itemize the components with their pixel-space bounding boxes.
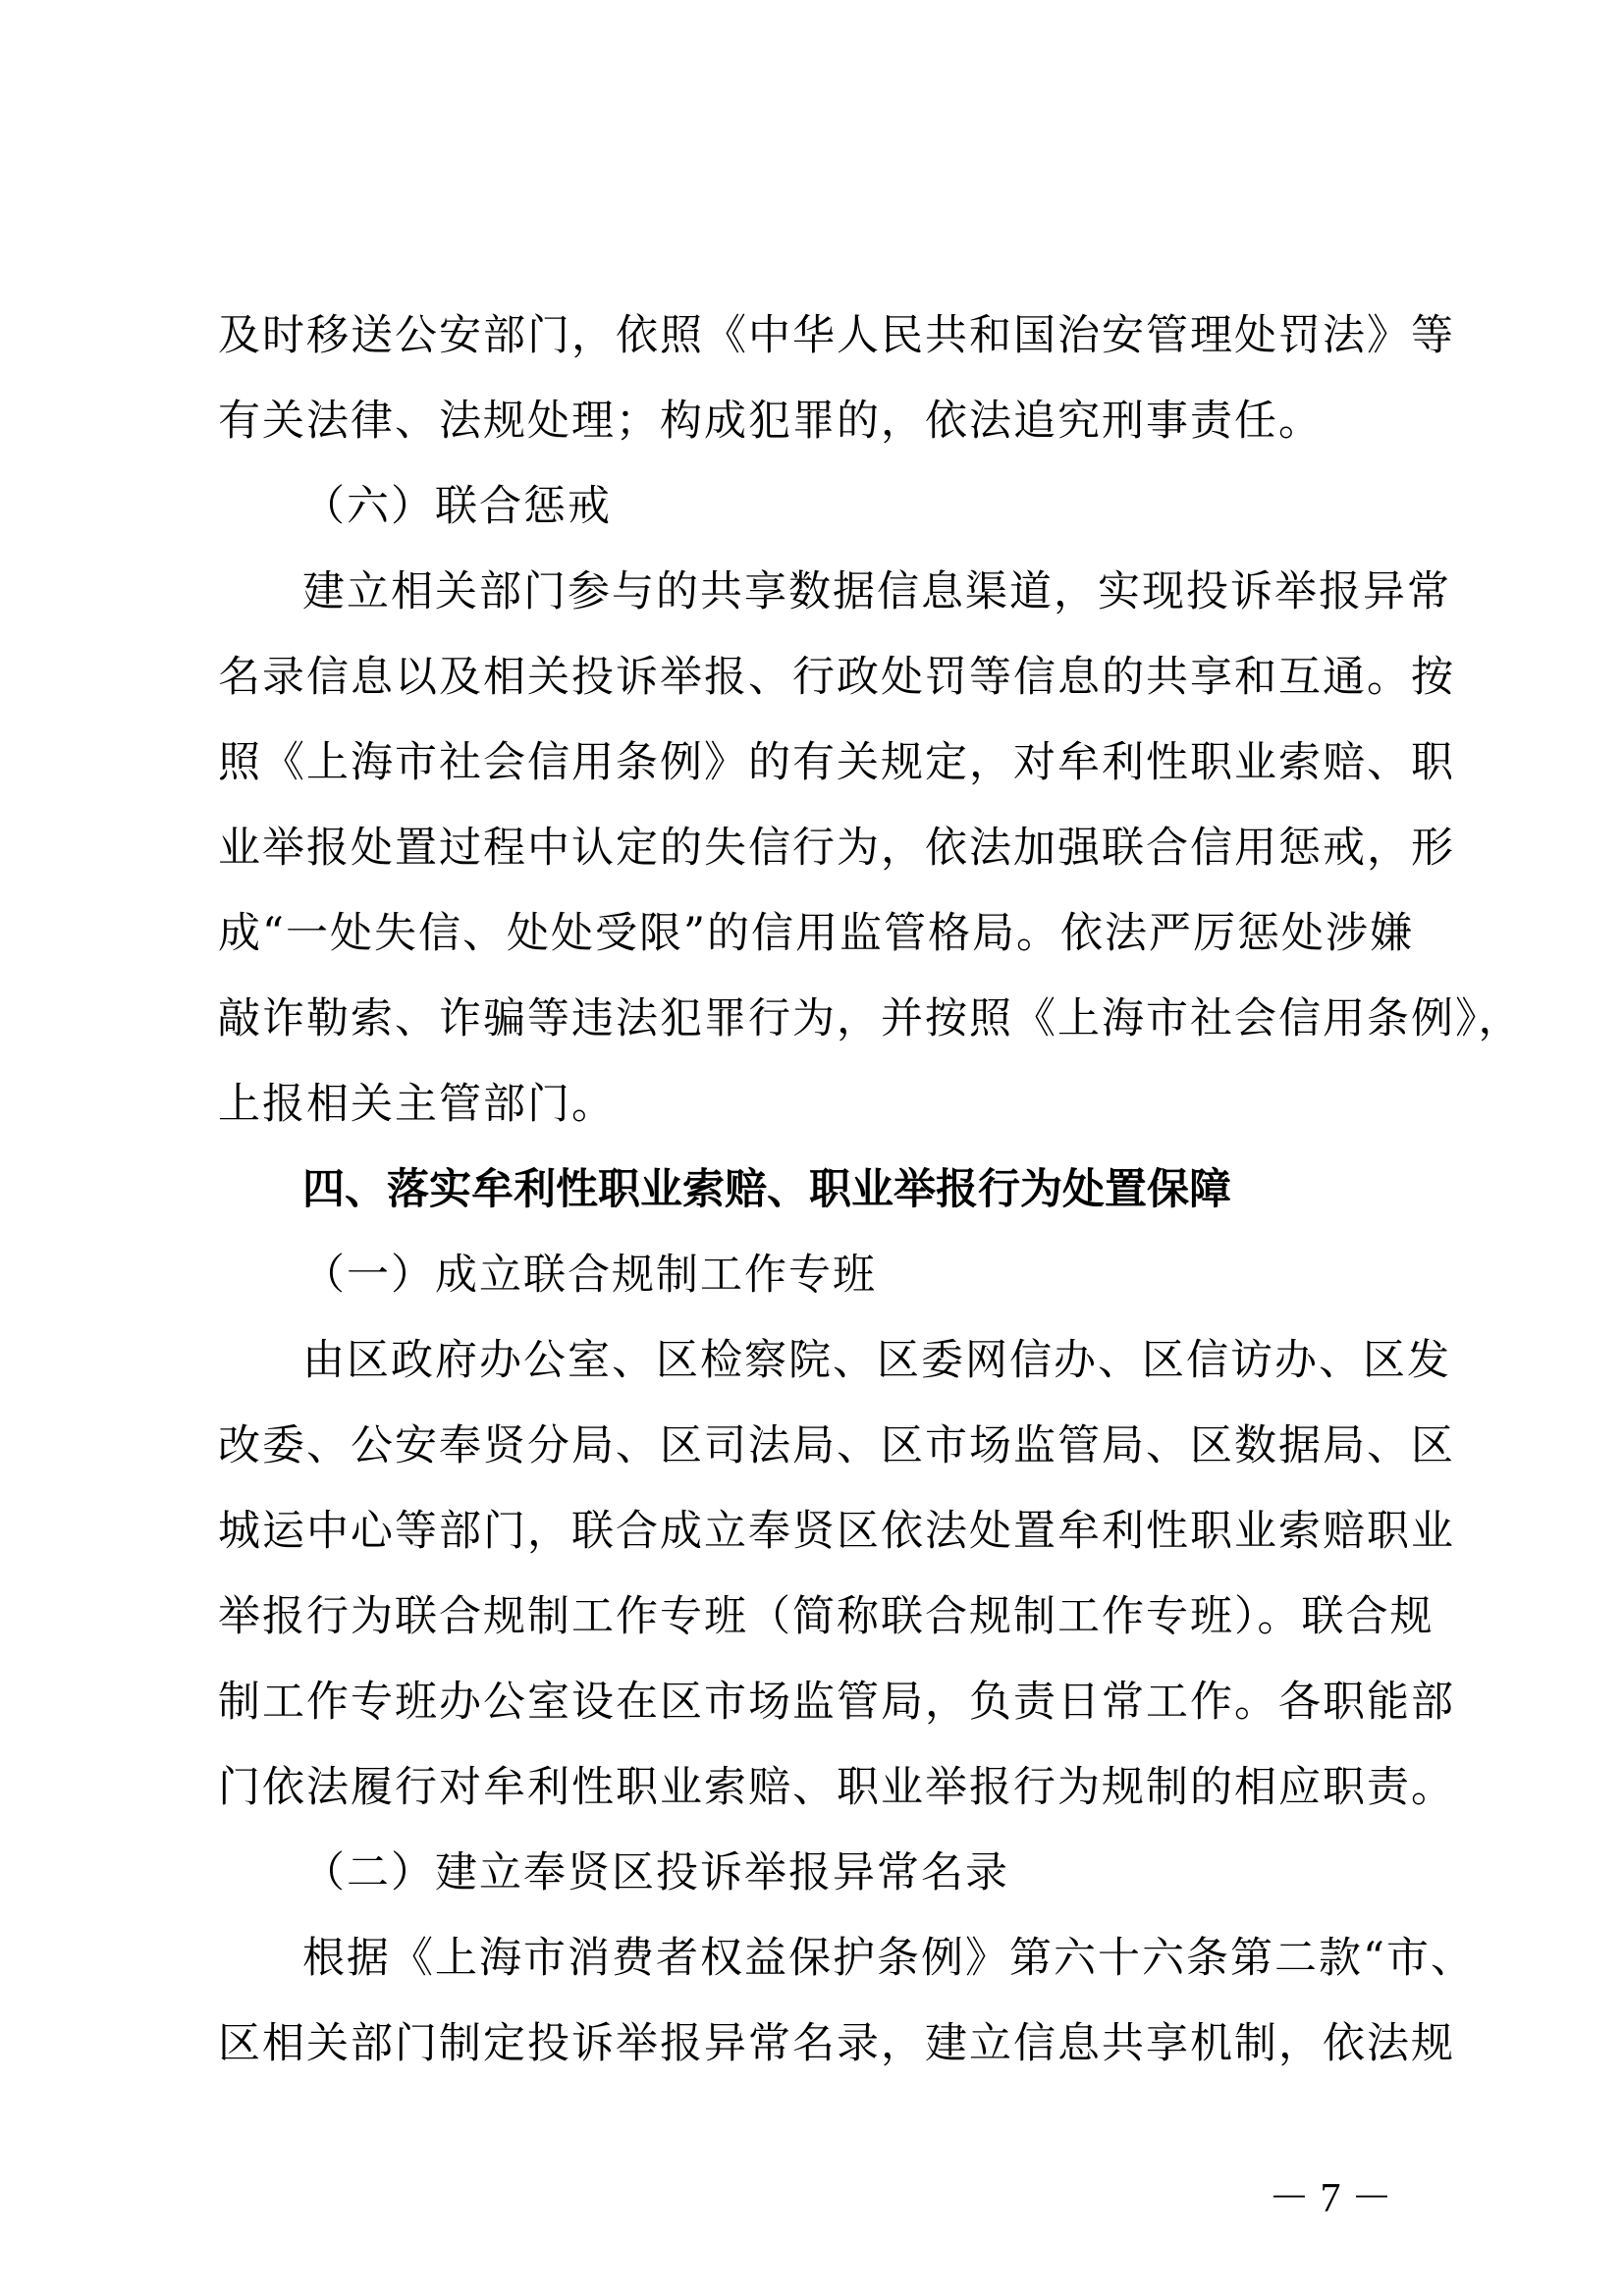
page-number: － 7 － xyxy=(1268,2176,1392,2221)
body-text-line: 成“一处失信、处处受限”的信用监管格局。依法严厉惩处涉嫌 xyxy=(218,909,1414,958)
body-text-line: 上报相关主管部门。 xyxy=(218,1080,616,1129)
body-text-line: 名录信息以及相关投诉举报、行政处罚等信息的共享和互通。按 xyxy=(218,653,1455,702)
body-text-line: 区相关部门制定投诉举报异常名录，建立信息共享机制，依法规 xyxy=(218,2019,1455,2068)
body-text-line: 举报行为联合规制工作专班（简称联合规制工作专班）。联合规 xyxy=(218,1592,1435,1641)
paragraph-first-line: 根据《上海市消费者权益保护条例》第六十六条第二款“市、 xyxy=(302,1934,1475,1983)
paragraph-first-line: 由区政府办公室、区检察院、区委网信办、区信访办、区发 xyxy=(302,1336,1451,1385)
body-text-line: 制工作专班办公室设在区市场监管局，负责日常工作。各职能部 xyxy=(218,1678,1455,1727)
section-heading-work-team: （一）成立联合规制工作专班 xyxy=(302,1251,877,1300)
paragraph-first-line: 建立相关部门参与的共享数据信息渠道，实现投诉举报异常 xyxy=(302,567,1451,616)
body-text-line: 敲诈勒索、诈骗等违法犯罪行为，并按照《上海市社会信用条例》， xyxy=(218,994,1523,1043)
section-heading-abnormal-list: （二）建立奉贤区投诉举报异常名录 xyxy=(302,1848,1009,1897)
body-text-line: 照《上海市社会信用条例》的有关规定，对牟利性职业索赔、职 xyxy=(218,738,1455,787)
body-text-line: 改委、公安奉贤分局、区司法局、区市场监管局、区数据局、区 xyxy=(218,1421,1455,1470)
body-text-line: 及时移送公安部门，依照《中华人民共和国治安管理处罚法》等 xyxy=(218,311,1455,360)
body-text-line: 有关法律、法规处理；构成犯罪的，依法追究刑事责任。 xyxy=(218,397,1323,446)
section-heading-joint-punishment: （六）联合惩戒 xyxy=(302,482,612,531)
body-text-line: 门依法履行对牟利性职业索赔、职业举报行为规制的相应职责。 xyxy=(218,1763,1455,1812)
body-text-line: 城运中心等部门，联合成立奉贤区依法处置牟利性职业索赔职业 xyxy=(218,1507,1455,1556)
chapter-heading: 四、落实牟利性职业索赔、职业举报行为处置保障 xyxy=(302,1165,1231,1214)
body-text-line: 业举报处置过程中认定的失信行为，依法加强联合信用惩戒，形 xyxy=(218,824,1455,873)
